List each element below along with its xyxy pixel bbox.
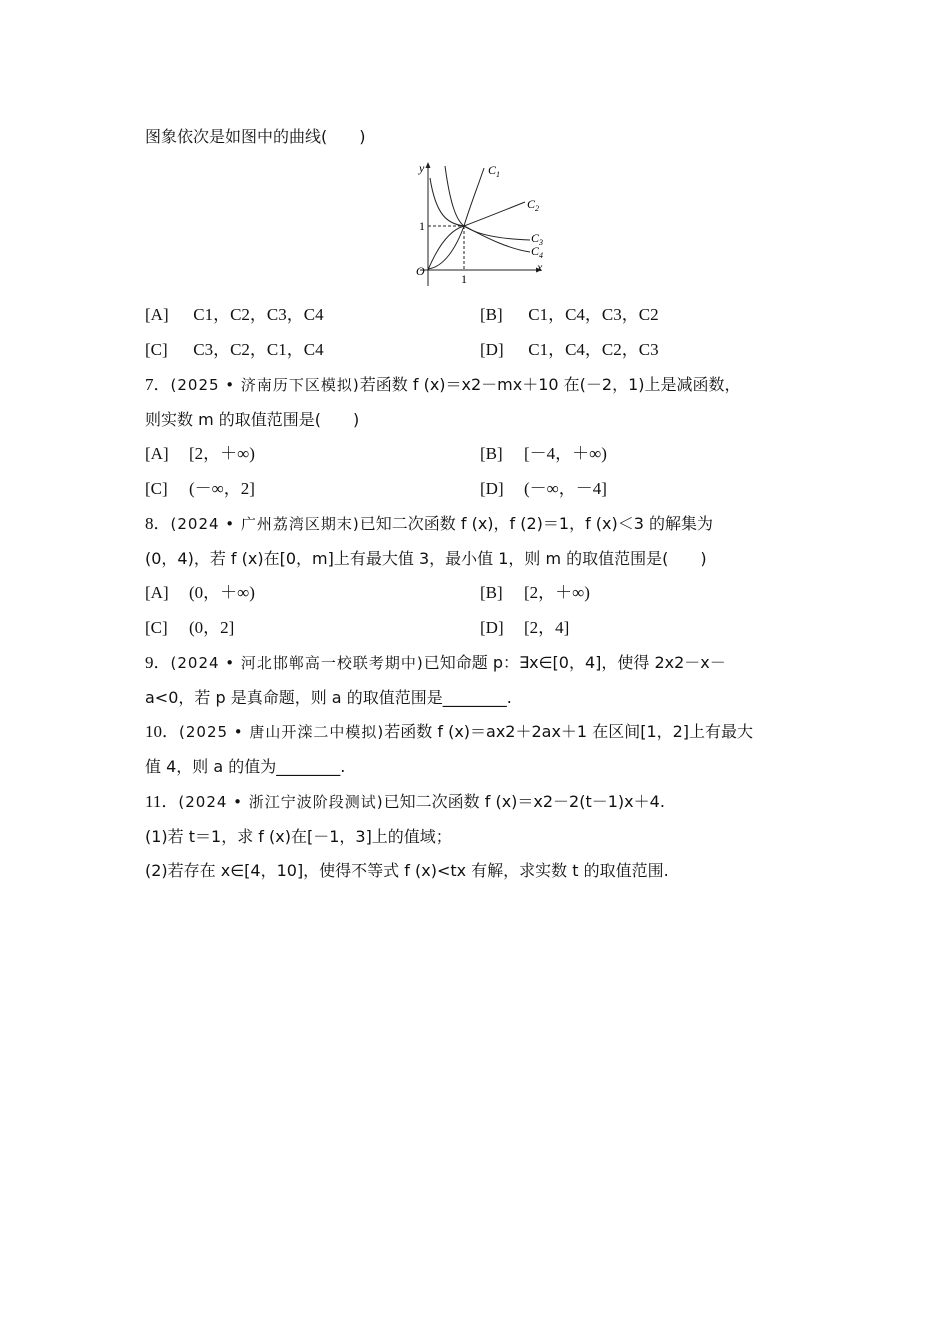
option-text: [2，4] bbox=[524, 618, 570, 637]
q11-part1: (1)若 t＝1，求 f (x)在[－1，3]上的值域； bbox=[145, 827, 452, 846]
q6-option-d[interactable] bbox=[480, 339, 659, 361]
q6-option-c[interactable] bbox=[145, 339, 324, 361]
question-stem: 若函数 f (x)＝x2－mx＋10 在(－2，1)上是减函数， bbox=[359, 375, 741, 394]
question-source: (2024 • 河北邯郸高一校联考期中) bbox=[170, 654, 424, 672]
x-tick-1: 1 bbox=[461, 272, 467, 286]
question-number: 9． bbox=[145, 653, 171, 672]
q8-stem-line1 bbox=[145, 513, 713, 535]
curve-label-c4: $C_4$ bbox=[531, 244, 544, 260]
option-text: (－∞，2] bbox=[189, 479, 255, 498]
option-text: (0，2] bbox=[189, 618, 235, 637]
question-stem: 若函数 f (x)＝ax2＋2ax＋1 在区间[1，2]上有最大 bbox=[384, 722, 754, 741]
option-text: C3，C2，C1，C4 bbox=[193, 340, 324, 359]
question-number: 7． bbox=[145, 375, 171, 394]
question-stem: 已知二次函数 f (x)＝x2－2(t－1)x＋4. bbox=[383, 792, 665, 811]
question-stem: 已知二次函数 f (x)，f (2)＝1，f (x)＜3 的解集为 bbox=[359, 514, 714, 533]
q8-option-d[interactable] bbox=[480, 617, 569, 639]
option-text: [2，＋∞) bbox=[189, 444, 255, 463]
option-label: [C] bbox=[145, 479, 168, 498]
option-text: (0，＋∞) bbox=[189, 583, 255, 602]
option-text: [－4，＋∞) bbox=[524, 444, 607, 463]
y-axis-arrow bbox=[426, 162, 431, 168]
option-label: [D] bbox=[480, 618, 504, 637]
q8-option-c[interactable] bbox=[145, 617, 234, 639]
option-label: [C] bbox=[145, 618, 168, 637]
question-source: (2024 • 广州荔湾区期末) bbox=[170, 515, 360, 533]
q6-option-b[interactable] bbox=[480, 304, 659, 326]
option-label: [A] bbox=[145, 583, 169, 602]
option-label: [D] bbox=[480, 479, 504, 498]
option-label: [D] bbox=[480, 340, 504, 359]
curve-label-c3: $C_3$ bbox=[531, 231, 544, 247]
q7-option-a[interactable] bbox=[145, 443, 255, 465]
intro-text: 图象依次是如图中的曲线( ) bbox=[145, 127, 366, 146]
q8-stem-line2: (0，4)，若 f (x)在[0，m]上有最大值 3，最小值 1，则 m 的取值范围是( ) bbox=[145, 549, 707, 568]
curve-figure bbox=[400, 158, 550, 290]
option-text: C1，C4，C2，C3 bbox=[528, 340, 659, 359]
q9-stem-line1 bbox=[145, 652, 726, 674]
option-label: [B] bbox=[480, 305, 503, 324]
x-axis-label: x bbox=[537, 260, 543, 274]
option-text: [2，＋∞) bbox=[524, 583, 590, 602]
question-source: (2025 • 唐山开滦二中模拟) bbox=[179, 723, 385, 741]
y-tick-1: 1 bbox=[419, 219, 425, 233]
option-text: C1，C4，C3，C2 bbox=[528, 305, 659, 324]
question-stem: 已知命题 p：∃x∈[0，4]，使得 2x2－x－ bbox=[423, 653, 726, 672]
curve-c4 bbox=[430, 178, 530, 252]
q8-option-b[interactable] bbox=[480, 582, 590, 604]
option-text: (－∞，－4] bbox=[524, 479, 607, 498]
option-label: [B] bbox=[480, 444, 503, 463]
q7-option-c[interactable] bbox=[145, 478, 255, 500]
curve-label-c2: $C_2$ bbox=[527, 197, 540, 213]
option-label: [A] bbox=[145, 305, 169, 324]
q6-option-a[interactable] bbox=[145, 304, 324, 326]
curve-c2 bbox=[428, 202, 525, 270]
y-axis-label: y bbox=[419, 161, 425, 175]
curve-c1 bbox=[428, 168, 484, 269]
option-label: [A] bbox=[145, 444, 169, 463]
q7-stem-line2: 则实数 m 的取值范围是( ) bbox=[145, 410, 360, 429]
q10-stem-line2: 值 4，则 a 的值为________. bbox=[145, 757, 346, 776]
q7-option-d[interactable] bbox=[480, 478, 607, 500]
q9-stem-line2: a<0，若 p 是真命题，则 a 的取值范围是________. bbox=[145, 688, 512, 707]
question-number: 10． bbox=[145, 722, 179, 741]
q10-stem-line1 bbox=[145, 721, 753, 743]
question-number: 11． bbox=[145, 792, 179, 811]
question-source: (2025 • 济南历下区模拟) bbox=[170, 376, 360, 394]
question-source: (2024 • 浙江宁波阶段测试) bbox=[178, 793, 384, 811]
option-label: [B] bbox=[480, 583, 503, 602]
q11-part2: (2)若存在 x∈[4，10]，使得不等式 f (x)<tx 有解，求实数 t 的取值范围. bbox=[145, 861, 669, 880]
q7-option-b[interactable] bbox=[480, 443, 607, 465]
q7-stem-line1 bbox=[145, 374, 741, 396]
q11-stem-line1 bbox=[145, 791, 665, 813]
option-text: C1，C2，C3，C4 bbox=[193, 305, 324, 324]
q8-option-a[interactable] bbox=[145, 582, 255, 604]
option-label: [C] bbox=[145, 340, 168, 359]
curve-label-c1: $C_1$ bbox=[488, 163, 501, 179]
question-number: 8． bbox=[145, 514, 171, 533]
origin-label: O bbox=[416, 264, 425, 278]
